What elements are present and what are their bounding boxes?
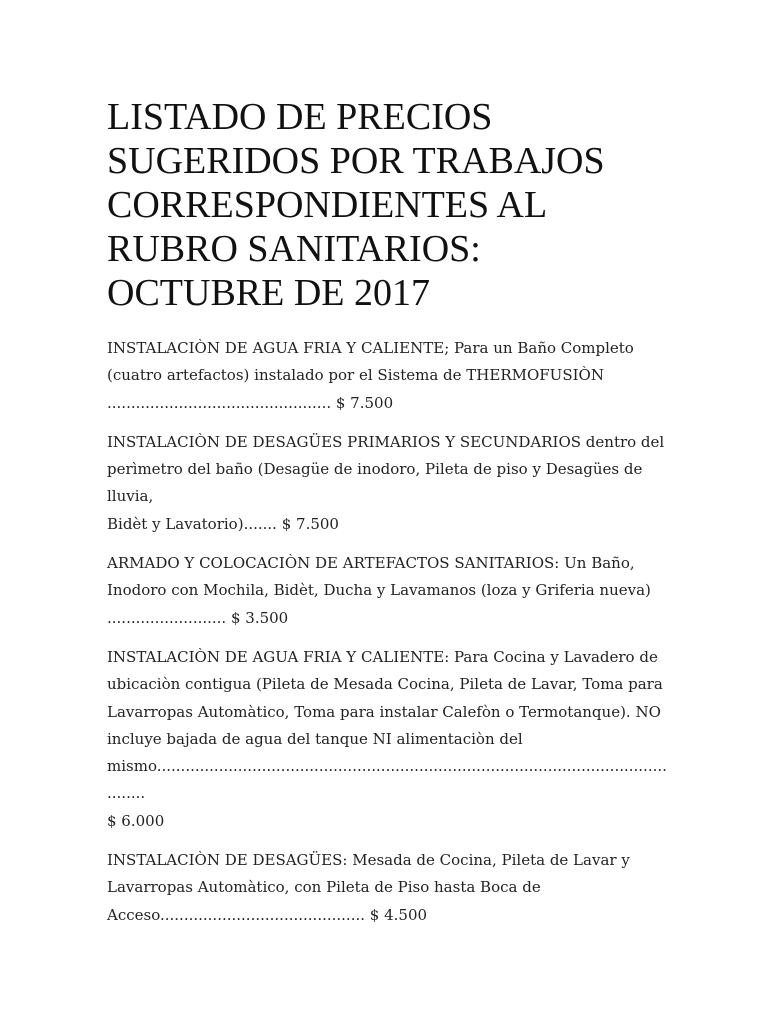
title-line-4: RUBRO SANITARIOS:	[107, 228, 481, 270]
item-line: INSTALACIÒN DE DESAGÜES PRIMARIOS Y SECUNDARIOS dentro del	[107, 432, 665, 451]
title-line-5: OCTUBRE DE 2017	[107, 272, 430, 314]
document-title	[107, 95, 667, 315]
document-page	[107, 95, 667, 941]
item-line: Lavarropas Automàtico, Toma para instalar Calefòn o Termotanque). NO	[107, 702, 661, 721]
item-line: ......................... $ 3.500	[107, 608, 289, 627]
item-line: ubicaciòn contigua (Pileta de Mesada Cocina, Pileta de Lavar, Toma para	[107, 675, 663, 694]
title-line-3: CORRESPONDIENTES AL	[107, 184, 548, 226]
item-line: Inodoro con Mochila, Bidèt, Ducha y Lavamanos (loza y Griferia nueva)	[107, 581, 651, 600]
price-item-desagues-cocina	[107, 847, 667, 929]
item-line: Bidèt y Lavatorio)....... $ 7.500	[107, 514, 339, 533]
item-line: ARMADO Y COLOCACIÒN DE ARTEFACTOS SANITARIOS: Un Baño,	[107, 554, 635, 573]
item-line: INSTALACIÒN DE AGUA FRIA Y CALIENTE: Para Cocina y Lavadero de	[107, 647, 658, 666]
title-line-1: LISTADO DE PRECIOS	[107, 96, 493, 138]
item-line: perìmetro del baño (Desagüe de inodoro, Pileta de piso y Desagües de lluvia,	[107, 460, 643, 506]
item-line: Lavarropas Automàtico, con Pileta de Piso hasta Boca de	[107, 878, 541, 897]
item-line: INSTALACIÒN DE DESAGÜES: Mesada de Cocina, Pileta de Lavar y	[107, 851, 630, 870]
price-item-artefactos	[107, 550, 667, 632]
item-line: (cuatro artefactos) instalado por el Sistema de THERMOFUSIÒN	[107, 366, 604, 385]
item-line: mismo...................................................................................................................	[107, 757, 667, 803]
price-item-agua-cocina	[107, 644, 667, 835]
title-line-2: SUGERIDOS POR TRABAJOS	[107, 140, 605, 182]
item-line: INSTALACIÒN DE AGUA FRIA Y CALIENTE; Para un Baño Completo	[107, 339, 634, 357]
price-item-desagues-bano	[107, 429, 667, 538]
item-line: incluye bajada de agua del tanque NI alimentaciòn del	[107, 729, 523, 748]
item-line: ............................................... $ 7.500	[107, 393, 394, 412]
price-item-agua-bano	[107, 335, 667, 417]
item-line: Acceso........................................... $ 4.500	[107, 905, 428, 924]
item-line: $ 6.000	[107, 811, 165, 830]
